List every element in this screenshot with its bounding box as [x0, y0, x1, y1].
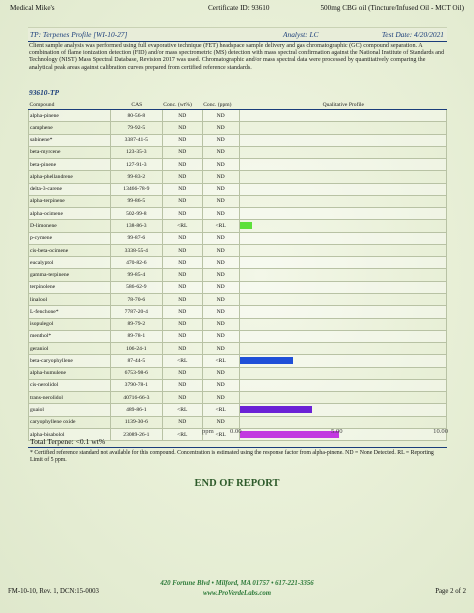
ppm-cell: ND	[202, 379, 239, 391]
profile-cell	[239, 208, 446, 220]
table-row	[29, 379, 447, 391]
lab-website[interactable]: www.ProVerdeLabs.com	[202, 590, 272, 597]
table-row	[29, 171, 447, 183]
wt-cell: ND	[162, 343, 202, 355]
profile-cell	[239, 379, 446, 391]
cas-cell: 138-86-3	[110, 220, 162, 232]
wt-cell: ND	[162, 134, 202, 146]
axis-unit: ppm	[202, 428, 214, 435]
wt-cell: ND	[162, 269, 202, 281]
wt-cell: ND	[162, 171, 202, 183]
wt-cell: <RL	[162, 428, 202, 440]
ppm-cell: ND	[202, 110, 239, 122]
table-row	[29, 281, 447, 293]
table-row	[29, 146, 447, 158]
table-row	[29, 195, 447, 207]
cas-cell: 99-85-4	[110, 269, 162, 281]
compound-cell: menthol*	[29, 330, 111, 342]
cas-cell: 3790-78-1	[110, 379, 162, 391]
cas-cell: 78-70-6	[110, 293, 162, 305]
wt-cell: <RL	[162, 220, 202, 232]
wt-cell: ND	[162, 379, 202, 391]
cas-cell: 89-78-1	[110, 330, 162, 342]
profile-cell	[239, 220, 446, 232]
profile-cell	[239, 122, 446, 134]
profile-cell	[239, 392, 446, 404]
ppm-cell: ND	[202, 269, 239, 281]
compound-cell: terpinolene	[29, 281, 111, 293]
table-row	[29, 122, 447, 134]
compound-cell: beta-caryophyllene	[29, 355, 111, 367]
table-row	[29, 355, 447, 367]
table-row	[29, 257, 447, 269]
wt-cell: ND	[162, 208, 202, 220]
ppm-cell: ND	[202, 146, 239, 158]
compound-cell: p-cymene	[29, 232, 111, 244]
compound-cell: D-limonene	[29, 220, 111, 232]
compound-cell: alpha-bisabolol	[29, 428, 111, 440]
table-row	[29, 183, 447, 195]
terpene-table	[28, 100, 447, 441]
ppm-cell: ND	[202, 330, 239, 342]
test-date: Test Date: 4/20/2021	[381, 30, 444, 39]
compound-cell: eucalyptol	[29, 257, 111, 269]
cas-cell: 586-62-9	[110, 281, 162, 293]
compound-cell: sabinene*	[29, 134, 111, 146]
compound-cell: caryophyllene oxide	[29, 416, 111, 428]
cas-cell: 6753-98-6	[110, 367, 162, 379]
table-row	[29, 134, 447, 146]
cas-cell: 87-44-5	[110, 355, 162, 367]
profile-cell	[239, 293, 446, 305]
wt-cell: ND	[162, 159, 202, 171]
profile-cell	[239, 232, 446, 244]
cas-cell: 7787-20-4	[110, 306, 162, 318]
ppm-cell: ND	[202, 208, 239, 220]
wt-cell: ND	[162, 392, 202, 404]
wt-cell: ND	[162, 293, 202, 305]
ppm-cell: ND	[202, 122, 239, 134]
sample-id: 93610-TP	[29, 88, 59, 97]
wt-cell: <RL	[162, 355, 202, 367]
ppm-cell: <RL	[202, 355, 239, 367]
compound-cell: guaiol	[29, 404, 111, 416]
wt-cell: <RL	[162, 404, 202, 416]
table-row	[29, 392, 447, 404]
total-terpene: Total Terpene: <0.1 wt%	[30, 437, 106, 446]
wt-cell: ND	[162, 110, 202, 122]
profile-cell	[239, 281, 446, 293]
profile-cell	[239, 195, 446, 207]
table-row	[29, 232, 447, 244]
table-row	[29, 269, 447, 281]
profile-cell	[239, 330, 446, 342]
table-row	[29, 110, 447, 122]
cas-cell: 99-83-2	[110, 171, 162, 183]
wt-cell: ND	[162, 122, 202, 134]
compound-cell: alpha-phellandrene	[29, 171, 111, 183]
col-compound: Compound	[29, 100, 111, 110]
profile-cell	[239, 257, 446, 269]
cas-cell: 79-92-5	[110, 122, 162, 134]
certificate-id: Certificate ID: 93610	[208, 4, 270, 12]
wt-cell: ND	[162, 281, 202, 293]
analyst: Analyst: LC	[283, 30, 319, 39]
product-name: 500mg CBG oil (Tincture/Infused Oil - MCT Oil)	[320, 4, 464, 12]
profile-cell	[239, 404, 446, 416]
ppm-cell: <RL	[202, 404, 239, 416]
profile-bar	[240, 357, 294, 364]
compound-cell: L-fenchone*	[29, 306, 111, 318]
footnote: * Certified reference standard not available for this compound. Concentration is estimated using the response factor from alpha-pinene. ND = None Detected. RL = Reporting Limit of 5 ppm.	[30, 450, 434, 463]
table-row	[29, 306, 447, 318]
profile-cell	[239, 355, 446, 367]
ppm-cell: ND	[202, 318, 239, 330]
wt-cell: ND	[162, 318, 202, 330]
ppm-cell: ND	[202, 343, 239, 355]
profile-cell	[239, 183, 446, 195]
cas-cell: 3338-55-4	[110, 244, 162, 256]
wt-cell: ND	[162, 257, 202, 269]
profile-cell	[239, 416, 446, 428]
ppm-cell: ND	[202, 195, 239, 207]
profile-bar	[240, 406, 312, 413]
lab-address: 420 Fortune Blvd • Milford, MA 01757 • 617-221-3356	[160, 580, 314, 587]
col-ppm: Conc. (ppm)	[202, 100, 239, 110]
compound-cell: delta-3-carene	[29, 183, 111, 195]
divider	[28, 447, 447, 448]
table-row	[29, 318, 447, 330]
compound-cell: linalool	[29, 293, 111, 305]
cas-cell: 40716-66-3	[110, 392, 162, 404]
cas-cell: 89-79-2	[110, 318, 162, 330]
table-row	[29, 404, 447, 416]
table-row	[29, 244, 447, 256]
profile-cell	[239, 244, 446, 256]
table-row	[29, 343, 447, 355]
profile-cell	[239, 343, 446, 355]
compound-cell: beta-myrcene	[29, 146, 111, 158]
table-header	[29, 100, 447, 110]
ppm-cell: ND	[202, 293, 239, 305]
table-row	[29, 220, 447, 232]
compound-cell: camphene	[29, 122, 111, 134]
profile-cell	[239, 159, 446, 171]
page-number: Page 2 of 2	[435, 588, 466, 595]
cas-cell: 470-82-6	[110, 257, 162, 269]
section-title-bar	[28, 27, 447, 42]
cas-cell: 99-87-6	[110, 232, 162, 244]
profile-cell	[239, 171, 446, 183]
compound-cell: alpha-terpinene	[29, 195, 111, 207]
ppm-cell: ND	[202, 183, 239, 195]
ppm-cell: <RL	[202, 428, 239, 440]
compound-cell: geraniol	[29, 343, 111, 355]
cas-cell: 99-86-5	[110, 195, 162, 207]
form-number: FM-10-10, Rev. 1, DCN:15-0003	[8, 588, 99, 595]
wt-cell: ND	[162, 146, 202, 158]
wt-cell: ND	[162, 183, 202, 195]
ppm-cell: ND	[202, 171, 239, 183]
table-row	[29, 159, 447, 171]
axis-tick: 5.00	[331, 428, 343, 435]
table-row	[29, 330, 447, 342]
compound-cell: cis-beta-ocimene	[29, 244, 111, 256]
wt-cell: ND	[162, 416, 202, 428]
wt-cell: ND	[162, 232, 202, 244]
compound-cell: alpha-ocimene	[29, 208, 111, 220]
wt-cell: ND	[162, 195, 202, 207]
cas-cell: 13466-78-9	[110, 183, 162, 195]
table-row	[29, 208, 447, 220]
profile-cell	[239, 367, 446, 379]
cas-cell: 23089-26-1	[110, 428, 162, 440]
ppm-cell: ND	[202, 134, 239, 146]
ppm-cell: ND	[202, 416, 239, 428]
profile-cell	[239, 306, 446, 318]
client-name: Medical Mike's	[10, 4, 55, 12]
wt-cell: ND	[162, 330, 202, 342]
wt-cell: ND	[162, 306, 202, 318]
ppm-cell: ND	[202, 257, 239, 269]
method-description: Client sample analysis was performed using full evaporative technique (FET) headspace sample delivery and gas chromatographic (GC) compound separation. A combination of flame ionization detection (FID) and/or mass spectrometric (MS) detection with mass spectral confirmation against the National Institute of Standards and Technology (NIST) Mass Spectral Database, Revision 2017 was used. Chromatographic and/or mass spectral data were processed by quantitatively comparing the analytical peak areas against calibration curves prepared from certified reference standards.	[29, 43, 445, 71]
compound-cell: isopulegol	[29, 318, 111, 330]
ppm-cell: ND	[202, 159, 239, 171]
axis-tick: 0.00	[230, 428, 242, 435]
page-header	[10, 4, 464, 18]
ppm-cell: ND	[202, 306, 239, 318]
compound-cell: trans-nerolidol	[29, 392, 111, 404]
table-row	[29, 293, 447, 305]
col-wt: Conc. (wt%)	[162, 100, 202, 110]
cas-cell: 80-56-8	[110, 110, 162, 122]
ppm-cell: ND	[202, 367, 239, 379]
section-title: TP: Terpenes Profile [WI-10-27]	[30, 30, 128, 39]
wt-cell: ND	[162, 244, 202, 256]
profile-cell	[239, 269, 446, 281]
cas-cell: 106-24-1	[110, 343, 162, 355]
compound-cell: alpha-pinene	[29, 110, 111, 122]
ppm-cell: ND	[202, 281, 239, 293]
ppm-cell: ND	[202, 232, 239, 244]
end-of-report: END OF REPORT	[194, 478, 280, 489]
cas-cell: 1139-30-6	[110, 416, 162, 428]
compound-cell: gamma-terpinene	[29, 269, 111, 281]
cas-cell: 127-91-3	[110, 159, 162, 171]
axis-tick: 10.00	[433, 428, 448, 435]
compound-cell: alpha-humulene	[29, 367, 111, 379]
cas-cell: 3387-41-5	[110, 134, 162, 146]
profile-bar	[240, 222, 252, 229]
col-cas: CAS	[110, 100, 162, 110]
cas-cell: 489-86-1	[110, 404, 162, 416]
profile-cell	[239, 318, 446, 330]
compound-cell: beta-pinene	[29, 159, 111, 171]
profile-cell	[239, 110, 446, 122]
wt-cell: ND	[162, 367, 202, 379]
col-profile: Qualitative Profile	[239, 100, 446, 110]
ppm-cell: ND	[202, 244, 239, 256]
profile-cell	[239, 146, 446, 158]
table-row	[29, 416, 447, 428]
table-row	[29, 367, 447, 379]
ppm-cell: ND	[202, 392, 239, 404]
profile-axis	[200, 428, 448, 438]
cas-cell: 123-35-3	[110, 146, 162, 158]
cas-cell: 502-99-8	[110, 208, 162, 220]
ppm-cell: <RL	[202, 220, 239, 232]
profile-cell	[239, 134, 446, 146]
compound-cell: cis-nerolidol	[29, 379, 111, 391]
